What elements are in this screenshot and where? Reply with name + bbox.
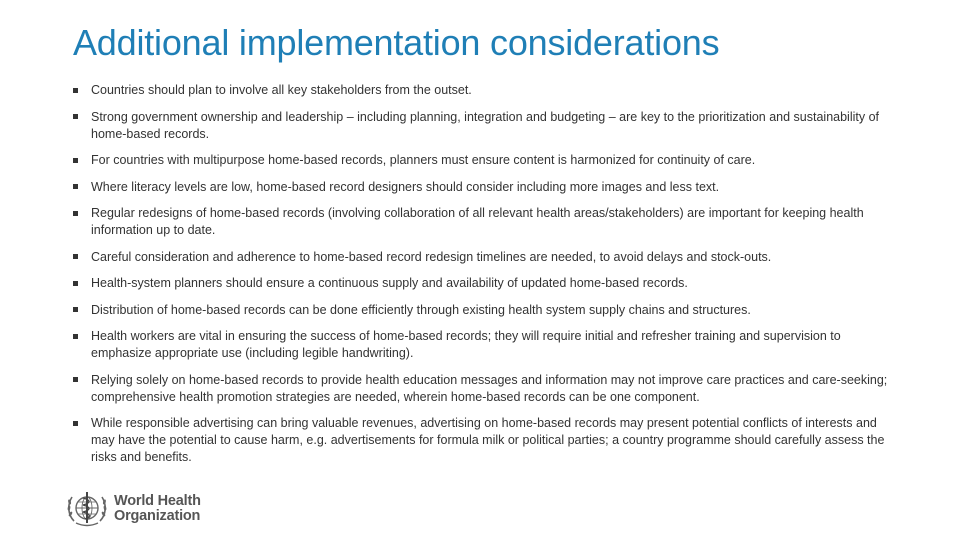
bullet-text: Where literacy levels are low, home-based record designers should consider including more images and less text.	[91, 179, 720, 194]
who-logo	[64, 487, 201, 531]
bullet-text: Strong government ownership and leadership – including planning, integration and budgeting – are key to the prioritization and sustainability of home-based records.	[91, 109, 880, 141]
bullet-marker	[73, 114, 78, 119]
bullet-marker	[73, 184, 78, 189]
bullet-marker	[73, 421, 78, 426]
bullet-marker	[73, 254, 78, 259]
bullet-text: Careful consideration and adherence to home-based record redesign timelines are needed, to avoid delays and stock-outs.	[91, 249, 772, 264]
bullet-list	[72, 82, 892, 476]
list-item	[72, 302, 892, 319]
list-item	[72, 372, 892, 406]
bullet-marker	[73, 307, 78, 312]
list-item	[72, 415, 892, 466]
logo-wordmark	[114, 494, 201, 524]
bullet-text: Distribution of home-based records can be done efficiently through existing health system supply chains and structures.	[91, 302, 751, 317]
bullet-marker	[73, 334, 78, 339]
who-emblem-icon	[64, 487, 110, 531]
bullet-text: Relying solely on home-based records to provide health education messages and information may not improve care practices and care-seeking; comprehensive health promotion strategies are needed, wherein home-based records can be one component.	[91, 372, 888, 404]
list-item	[72, 179, 892, 196]
logo-line-2: Organization	[114, 508, 201, 524]
logo-line-1: World Health	[114, 493, 201, 509]
bullet-text: Countries should plan to involve all key stakeholders from the outset.	[91, 83, 472, 97]
bullet-text: Regular redesigns of home-based records (involving collaboration of all relevant health areas/stakeholders) are important for keeping health information up to date.	[91, 206, 864, 237]
list-item	[72, 249, 892, 266]
bullet-marker	[73, 88, 78, 93]
bullet-text: Health-system planners should ensure a continuous supply and availability of updated home-based records.	[91, 276, 688, 290]
list-item	[72, 205, 892, 239]
bullet-text: While responsible advertising can bring valuable revenues, advertising on home-based records may present potential conflicts of interests and may have the potential to cause harm, e.g. advertisements for formula milk or political parties; a country programme should carefully assess the risks and benefits.	[91, 416, 885, 464]
list-item	[72, 328, 892, 362]
list-item	[72, 109, 892, 143]
bullet-text: For countries with multipurpose home-based records, planners must ensure content is harmonized for continuity of care.	[91, 153, 756, 167]
bullet-text: Health workers are vital in ensuring the success of home-based records; they will require initial and refresher training and supervision to emphasize appropriate use (including legible handwriting).	[91, 329, 841, 360]
list-item	[72, 275, 892, 292]
slide-title: Additional implementation considerations	[73, 22, 720, 63]
bullet-marker	[73, 281, 78, 286]
list-item	[72, 152, 892, 169]
bullet-marker	[73, 377, 78, 382]
list-item	[72, 82, 892, 99]
bullet-marker	[73, 158, 78, 163]
bullet-marker	[73, 211, 78, 216]
